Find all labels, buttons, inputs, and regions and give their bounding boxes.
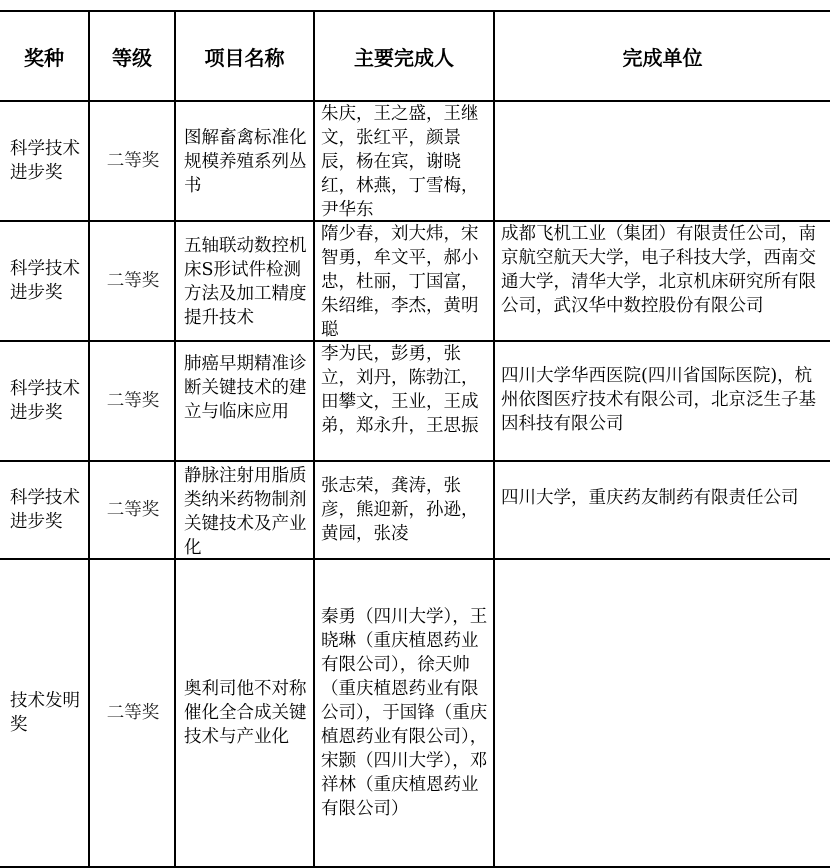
units-cell: 四川大学华西医院(四川省国际医院)，杭州依图医疗技术有限公司，北京泛生子基因科技有限公司 [501, 366, 816, 434]
project-cell: 奥利司他不对称催化全合成关键技术与产业化 [184, 679, 307, 747]
level-cell: 二等奖 [106, 500, 160, 520]
people-cell: 秦勇（四川大学），王晓琳（重庆植恩药业有限公司），徐天帅（重庆植恩药业有限公司），于国锋（重庆植恩药业有限公司），宋颢（四川大学），邓祥林（重庆植恩药业有限公司） [321, 607, 488, 819]
project-cell: 肺癌早期精准诊断关键技术的建立与临床应用 [184, 354, 307, 422]
level-cell: 二等奖 [106, 271, 160, 291]
award-type-cell: 科学技术进步奖 [10, 259, 80, 303]
units-cell [495, 560, 830, 866]
header-level: 等级 [89, 11, 175, 101]
level-cell: 二等奖 [106, 391, 160, 411]
header-people: 主要完成人 [314, 11, 494, 101]
award-type-cell: 科学技术进步奖 [10, 139, 80, 183]
table-row [0, 461, 830, 559]
level-cell: 二等奖 [106, 151, 160, 171]
award-type-cell: 科学技术进步奖 [10, 379, 80, 423]
table-row [0, 341, 830, 461]
award-type-cell: 技术发明奖 [10, 691, 80, 735]
project-cell: 五轴联动数控机床S形试件检测方法及加工精度提升技术 [184, 236, 307, 328]
people-cell: 隋少春，刘大炜，宋智勇，牟文平，郝小忠，杜丽，丁国富，朱绍维，李杰，黄明聪 [321, 224, 479, 340]
awards-table [0, 10, 830, 868]
header-award-type: 奖种 [0, 11, 89, 101]
table-row [0, 559, 830, 867]
units-cell [495, 102, 830, 220]
people-cell: 张志荣，龚涛，张彦，熊迎新，孙逊，黄园，张凌 [321, 476, 479, 544]
table-row [0, 221, 830, 341]
header-row [0, 11, 830, 101]
table-row [0, 101, 830, 221]
units-cell: 四川大学，重庆药友制药有限责任公司 [501, 488, 799, 508]
header-project: 项目名称 [175, 11, 314, 101]
project-cell: 静脉注射用脂质类纳米药物制剂关键技术及产业化 [184, 466, 307, 558]
people-cell: 李为民，彭勇，张立，刘丹，陈勃江，田攀文，王业，王成弟，郑永升，王思振 [321, 344, 479, 436]
people-cell: 朱庆，王之盛，王继文，张红平，颜景辰，杨在宾，谢晓红，林燕，丁雪梅，尹华东 [321, 104, 479, 220]
award-type-cell: 科学技术进步奖 [10, 488, 80, 532]
units-cell: 成都飞机工业（集团）有限责任公司，南京航空航天大学，电子科技大学，西南交通大学，清华大学，北京机床研究所有限公司，武汉华中数控股份有限公司 [501, 224, 816, 316]
header-units: 完成单位 [494, 11, 830, 101]
level-cell: 二等奖 [106, 703, 160, 723]
project-cell: 图解畜禽标准化规模养殖系列丛书 [184, 128, 307, 196]
